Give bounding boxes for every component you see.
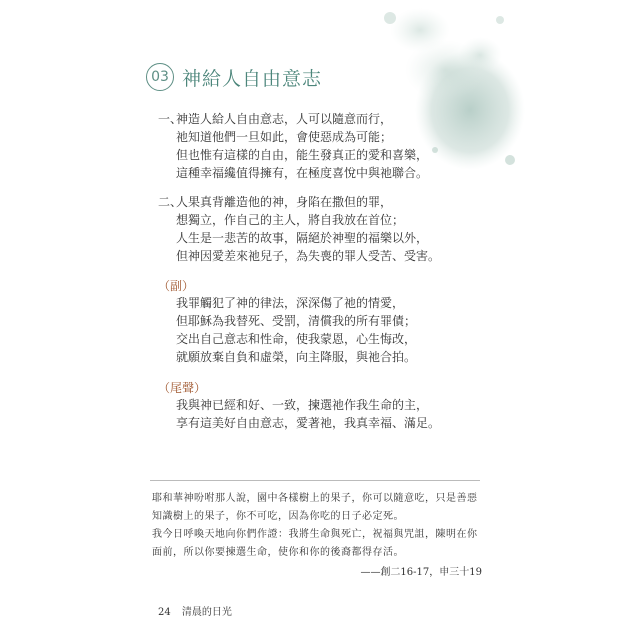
footnote-divider <box>150 480 480 481</box>
verse-line: 這種幸福纔值得擁有，在極度喜悅中與祂聯合。 <box>176 166 429 180</box>
verse-line: 想獨立，作自己的主人，將自我放在首位； <box>176 213 405 227</box>
footnote-paragraph: 耶和華神吩咐那人說，園中各樣樹上的果子，你可以隨意吃，只是善惡知識樹上的果子，你不可吃，因為你吃的日子必定死。 <box>152 493 478 522</box>
scripture-citation: ——創二16-17，申三十19 <box>360 567 482 578</box>
scripture-footnote <box>152 490 482 562</box>
page-folio <box>158 603 232 618</box>
section-number: 03 <box>146 63 174 91</box>
coda-lines <box>176 396 440 432</box>
verse-marker: 一、 <box>158 112 183 126</box>
chorus-line: 我罪觸犯了神的律法，深深傷了祂的情愛， <box>176 296 405 310</box>
verse-line: 神造人給人自由意志，人可以隨意而行， <box>176 112 393 126</box>
section-title: 神給人自由意志 <box>182 67 323 90</box>
verse-one <box>158 110 428 182</box>
verse-line: 但也惟有這樣的自由，能生發真正的愛和喜樂， <box>176 148 429 162</box>
chorus-label: （副） <box>158 279 195 293</box>
coda-line: 享有這美好自由意志，愛著祂，我真幸福、滿足。 <box>176 416 441 430</box>
coda-line: 我與神已經和好、一致，揀選祂作我生命的主， <box>176 398 429 412</box>
footnote-paragraph: 我今日呼喚天地向你們作證：我將生命與死亡，祝福與咒詛，陳明在你面前，所以你要揀選生命，使你和你的後裔都得存活。 <box>152 529 478 558</box>
book-title: 清晨的日光 <box>181 607 232 618</box>
verse-marker: 二、 <box>158 195 183 209</box>
chorus-lines <box>176 294 416 366</box>
verse-two <box>158 193 440 265</box>
verse-line: 人生是一悲苦的故事，隔絕於神聖的福樂以外， <box>176 231 429 245</box>
verse-line: 祂知道他們一旦如此，會使惡成為可能； <box>176 130 393 144</box>
verse-line: 人果真背離造他的神，身陷在撒但的罪， <box>176 195 393 209</box>
section-heading <box>146 63 322 91</box>
chorus-line: 但耶穌為我替死、受罰，清償我的所有罪債； <box>176 314 417 328</box>
coda-label: （尾聲） <box>158 381 207 395</box>
page-number: 24 <box>158 607 171 618</box>
chorus-line: 就願放棄自負和虛榮，向主降服，與祂合拍。 <box>176 350 417 364</box>
verse-line: 但神因愛差來祂兒子，為失喪的罪人受苦、受害。 <box>176 249 441 263</box>
chorus-line: 交出自己意志和性命，使我蒙恩，心生悔改， <box>176 332 417 346</box>
